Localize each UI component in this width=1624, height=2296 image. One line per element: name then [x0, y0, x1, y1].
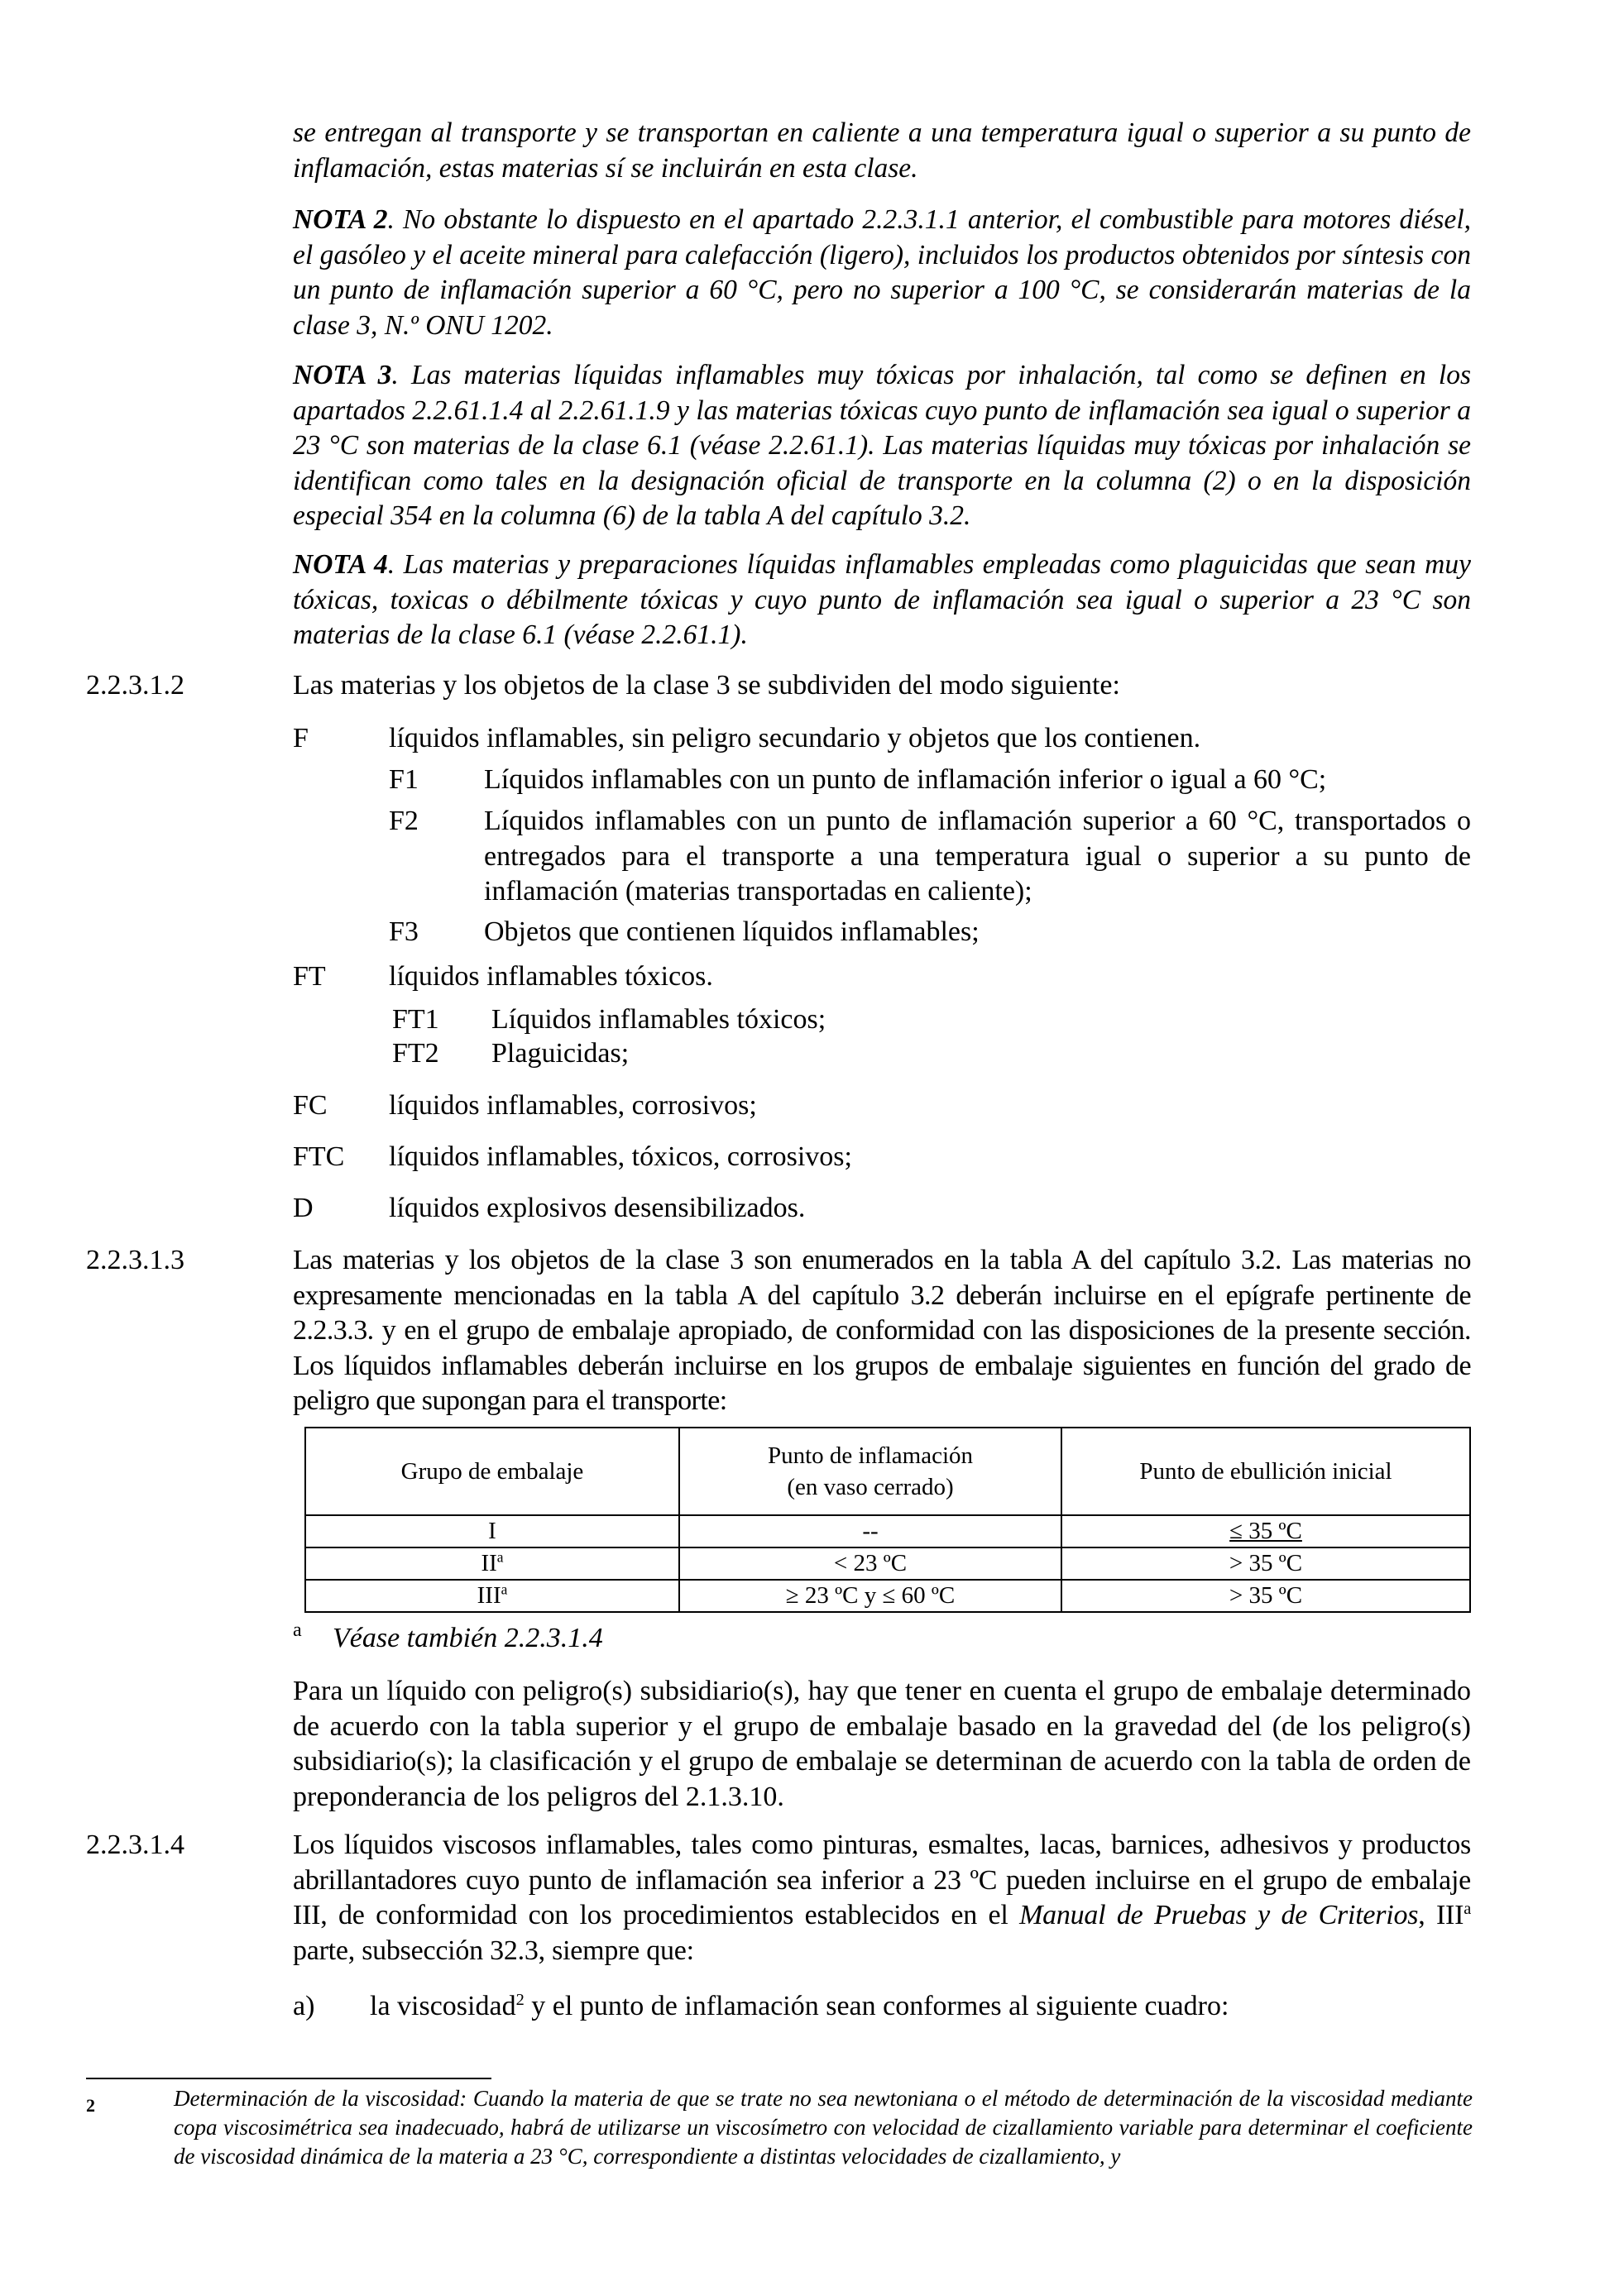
header-punto-ebullicion: Punto de ebullición inicial [1061, 1428, 1470, 1515]
header-punto-inflamacion-line2: (en vaso cerrado) [787, 1474, 954, 1500]
s1-4-text-a: Los líquidos viscosos inflamables, tales como pinturas, esmaltes, lacas, barnices, adhesivos y productos abrillantadores cuyo punto de inflamación sea inferior a 23 ºC pueden incluirse en el grupo de embalaje III, de conformidad con los procedimientos establecidos en el [293, 1830, 1471, 1930]
header-grupo-embalaje: Grupo de embalaje [305, 1428, 679, 1515]
note-3 [293, 358, 1471, 534]
class-code-d-text: líquidos explosivos desensibilizados. [389, 1193, 806, 1223]
note-4-text: . Las materias y preparaciones líquidas inflamables empleadas como plaguicidas que sean muy tóxicas, toxicas o débilmente tóxicas y cuyo punto de inflamación sea igual o superior a 23 °C son materias de la clase 6.1 (véase 2.2.61.1). [293, 549, 1471, 650]
footnote-text: Determinación de la viscosidad: Cuando la materia de que se trate no sea newtoniana o el método de determinación de la viscosidad mediante copa viscosimétrica sea inadecuado, habrá de utilizarse un viscosímetro con velocidad de cizallamiento variable para determinar el coeficiente de viscosidad dinámica de la materia a 23 °C, correspondiente a distintas velocidades de cizallamiento, y [174, 2086, 1473, 2169]
cell-boil: > 35 ºC [1061, 1547, 1470, 1580]
header-punto-inflamacion-line1: Punto de inflamación [767, 1442, 974, 1469]
item-a-label: a) [293, 1991, 315, 2021]
subcode-ft2-text: Plaguicidas; [491, 1038, 630, 1069]
class-code-ft-text: líquidos inflamables tóxicos. [389, 961, 713, 992]
cell-group [305, 1547, 679, 1580]
class-code-fc-text: líquidos inflamables, corrosivos; [389, 1090, 757, 1121]
note-2-label: NOTA 2 [293, 204, 388, 235]
item-a-text-b: y el punto de inflamación sean conformes al siguiente cuadro: [524, 1991, 1229, 2021]
cell-flash: ≥ 23 ºC y ≤ 60 ºC [679, 1580, 1061, 1612]
class-code-f: F [293, 723, 309, 753]
item-a-text [370, 1989, 1229, 2025]
s1-4-sup: a [1464, 1899, 1472, 1918]
cell-group-text: I [488, 1518, 496, 1544]
section-2-2-3-1-2-text: Las materias y los objetos de la clase 3 se subdividen del modo siguiente: [293, 670, 1120, 701]
table-note-mark: a [293, 1619, 302, 1641]
table-note-text: Véase también 2.2.3.1.4 [333, 1623, 603, 1653]
s1-4-text-b: , III [1418, 1900, 1464, 1930]
class-code-fc: FC [293, 1090, 328, 1121]
table-row [305, 1547, 1470, 1580]
s1-4-text-c: parte, subsección 32.3, siempre que: [293, 1935, 694, 1966]
note-3-label: NOTA 3 [293, 360, 392, 390]
class-code-ftc: FTC [293, 1141, 345, 1172]
table-header-row [305, 1428, 1470, 1515]
subcode-f3: F3 [389, 916, 419, 947]
cell-group [305, 1580, 679, 1612]
note-2-text: . No obstante lo dispuesto en el apartado 2.2.3.1.1 anterior, el combustible para motores diésel, el gasóleo y el aceite mineral para calefacción (ligero), incluidos los productos obtenidos por síntesis con un punto de inflamación superior a 60 °C, pero no superior a 100 °C, se considerarán materias de la clase 3, N.º ONU 1202. [293, 204, 1472, 341]
note-3-text: . Las materias líquidas inflamables muy tóxicas por inhalación, tal como se definen en los apartados 2.2.61.1.4 al 2.2.61.1.9 y las materias tóxicas cuyo punto de inflamación sea igual o superior a 23 °C son materias de la clase 6.1 (véase 2.2.61.1). Las materias líquidas muy tóxicas por inhalación se identifican como tales en la designación oficial de transporte en la columna (2) o en la disposición especial 354 en la columna (6) de la tabla A del capítulo 3.2. [293, 360, 1471, 531]
cell-boil [1061, 1515, 1470, 1547]
table-row [305, 1580, 1470, 1612]
subcode-f2: F2 [389, 806, 419, 836]
section-2-2-3-1-4-text [293, 1828, 1471, 1968]
subcode-ft1-text: Líquidos inflamables tóxicos; [491, 1004, 826, 1035]
subcode-f1: F1 [389, 764, 419, 795]
cell-boil: > 35 ºC [1061, 1580, 1470, 1612]
cell-group-text: II [481, 1550, 497, 1576]
note-2 [293, 203, 1471, 343]
footnote-mark: 2 [86, 2095, 95, 2116]
class-code-d: D [293, 1193, 314, 1223]
class-code-ft: FT [293, 961, 326, 992]
cell-group-sup: a [496, 1548, 504, 1566]
cell-group-text: III [477, 1582, 501, 1609]
cell-flash: -- [679, 1515, 1061, 1547]
class-code-f-text: líquidos inflamables, sin peligro secundario y objetos que los contienen. [389, 723, 1201, 753]
s1-4-manual-title: Manual de Pruebas y de Criterios [1019, 1900, 1419, 1930]
packing-group-table [304, 1427, 1471, 1613]
subcode-ft2: FT2 [392, 1038, 439, 1069]
class-code-ftc-text: líquidos inflamables, tóxicos, corrosivos; [389, 1141, 852, 1172]
cell-group-sup: a [501, 1581, 508, 1598]
subcode-ft1: FT1 [392, 1004, 439, 1035]
intro-continuation: se entregan al transporte y se transportan en caliente a una temperatura igual o superior a su punto de inflamación, estas materias sí se incluirán en esta clase. [293, 117, 1471, 184]
section-2-2-3-1-3-text: Las materias y los objetos de la clase 3 son enumerados en la tabla A del capítulo 3.2. Las materias no expresamente mencionadas en la tabla A del capítulo 3.2 deberán incluirse en el epígrafe pertinente de 2.2.3.3. y en el grupo de embalaje apropiado, de conformidad con las disposiciones de la presente sección. Los líquidos inflamables deberán incluirse en los grupos de embalaje siguientes en función del grado de peligro que supongan para el transporte: [293, 1245, 1471, 1416]
section-number-2-2-3-1-2: 2.2.3.1.2 [86, 670, 184, 701]
item-a-sup: 2 [515, 1990, 525, 2009]
cell-group [305, 1515, 679, 1547]
note-4-label: NOTA 4 [293, 549, 388, 580]
note-4 [293, 548, 1471, 653]
footnote-separator [86, 2078, 491, 2079]
section-number-2-2-3-1-4: 2.2.3.1.4 [86, 1830, 184, 1860]
subcode-f3-text: Objetos que contienen líquidos inflamables; [484, 916, 980, 947]
header-punto-inflamacion [679, 1428, 1061, 1515]
subcode-f2-text: Líquidos inflamables con un punto de inflamación superior a 60 °C, transportados o entregados para el transporte a una temperatura igual o superior a su punto de inflamación (materias transportadas en caliente); [484, 806, 1471, 906]
section-number-2-2-3-1-3: 2.2.3.1.3 [86, 1245, 184, 1275]
subcode-f1-text: Líquidos inflamables con un punto de inflamación inferior o igual a 60 °C; [484, 764, 1327, 795]
cell-flash: < 23 ºC [679, 1547, 1061, 1580]
table-row [305, 1515, 1470, 1547]
section-2-2-3-1-3-after: Para un líquido con peligro(s) subsidiario(s), hay que tener en cuenta el grupo de embalaje determinado de acuerdo con la tabla superior y el grupo de embalaje basado en la gravedad del (de los peligro(s) subsidiario(s); la clasificación y el grupo de embalaje se determinan de acuerdo con la tabla de orden de preponderancia de los peligros del 2.1.3.10. [293, 1676, 1471, 1812]
item-a-text-a: la viscosidad [370, 1991, 516, 2021]
cell-boil-text: ≤ 35 ºC [1229, 1518, 1302, 1544]
